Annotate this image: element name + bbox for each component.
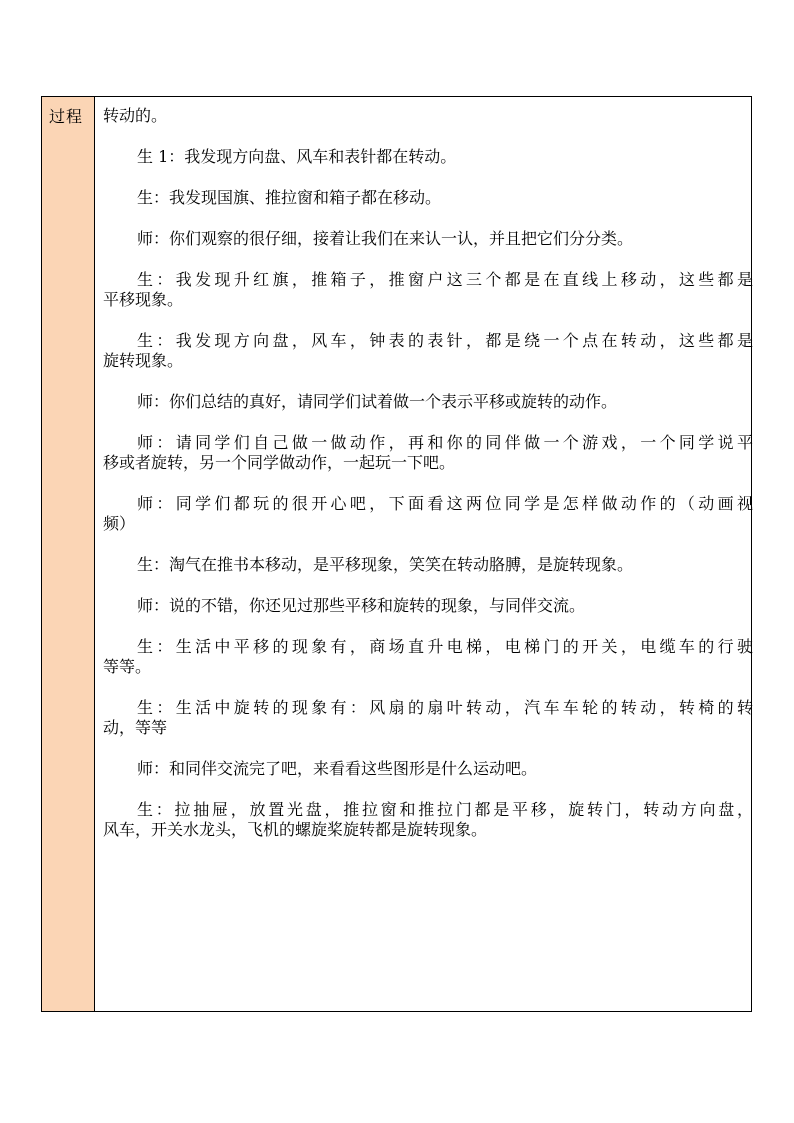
paragraph-line: 频）	[103, 514, 136, 533]
paragraph-line: 生 1：我发现方向盘、风车和表针都在转动。	[137, 147, 457, 166]
paragraph	[103, 229, 753, 249]
paragraph	[103, 759, 753, 779]
paragraph-line: 等等。	[103, 657, 152, 676]
paragraph-line: 师：请同学们自己做一做动作，再和你的同伴做一个游戏，一个同学说平	[137, 433, 753, 452]
paragraph	[103, 637, 753, 677]
paragraph-line: 师：同学们都玩的很开心吧，下面看这两位同学是怎样做动作的（动画视	[137, 494, 753, 513]
paragraph-line: 平移现象。	[103, 290, 184, 309]
paragraph	[103, 555, 753, 575]
paragraph	[103, 596, 753, 616]
paragraph-line: 生：我发现升红旗，推箱子，推窗户这三个都是在直线上移动，这些都是	[137, 270, 753, 289]
content-cell	[95, 97, 751, 1011]
paragraph-line: 旋转现象。	[103, 351, 184, 370]
paragraph	[103, 494, 753, 534]
paragraph	[103, 433, 753, 473]
paragraph	[103, 392, 753, 412]
lesson-table	[41, 96, 752, 1012]
paragraph-line: 生：我发现国旗、推拉窗和箱子都在移动。	[137, 188, 442, 207]
paragraph-line: 生：拉抽屉，放置光盘，推拉窗和推拉门都是平移，旋转门，转动方向盘，	[137, 800, 753, 819]
paragraph-line: 动，等等	[103, 718, 168, 737]
stage-label: 过程	[49, 107, 84, 126]
paragraph-line: 生：我发现方向盘，风车，钟表的表针，都是绕一个点在转动，这些都是	[137, 331, 753, 350]
paragraph-line: 生：生活中平移的现象有，商场直升电梯，电梯门的开关，电缆车的行驶	[137, 637, 753, 656]
paragraph-line: 师：你们总结的真好，请同学们试着做一个表示平移或旋转的动作。	[137, 392, 618, 411]
paragraph-line: 转动的。	[103, 106, 168, 125]
paragraph	[103, 106, 753, 126]
paragraph	[103, 270, 753, 310]
lesson-content	[103, 106, 753, 840]
paragraph-line: 师：说的不错，你还见过那些平移和旋转的现象，与同伴交流。	[137, 596, 586, 615]
paragraph-line: 生：生活中旋转的现象有：风扇的扇叶转动，汽车车轮的转动，转椅的转	[137, 698, 753, 717]
paragraph-line: 移或者旋转，另一个同学做动作，一起玩一下吧。	[103, 453, 456, 472]
paragraph	[103, 800, 753, 840]
paragraph	[103, 698, 753, 738]
paragraph-line: 师：你们观察的很仔细，接着让我们在来认一认，并且把它们分分类。	[137, 229, 634, 248]
paragraph	[103, 331, 753, 371]
paragraph-line: 生：淘气在推书本移动，是平移现象，笑笑在转动胳膊，是旋转现象。	[137, 555, 634, 574]
paragraph	[103, 188, 753, 208]
paragraph	[103, 147, 753, 167]
paragraph-line: 师：和同伴交流完了吧，来看看这些图形是什么运动吧。	[137, 759, 538, 778]
paragraph-line: 风车，开关水龙头，飞机的螺旋桨旋转都是旋转现象。	[103, 820, 488, 839]
stage-label-cell	[42, 97, 95, 1011]
